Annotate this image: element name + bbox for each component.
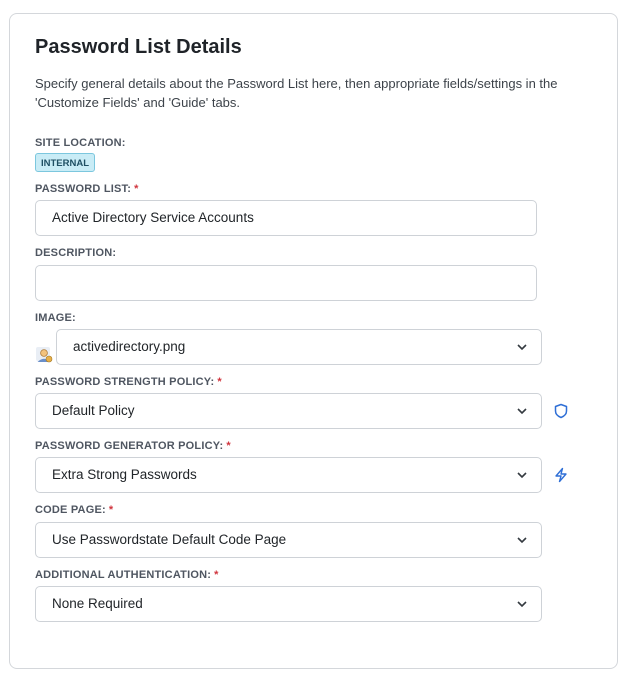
required-mark: * (108, 504, 114, 516)
password-list-input[interactable]: Active Directory Service Accounts (35, 200, 537, 236)
chevron-down-icon (517, 600, 527, 608)
password-list-label: PASSWORD LIST: * (35, 183, 139, 195)
code-page-select[interactable]: Use Passwordstate Default Code Page (35, 522, 542, 558)
user-avatar-icon (35, 346, 53, 364)
required-mark: * (134, 183, 139, 195)
required-mark: * (214, 569, 219, 581)
code-page-label: CODE PAGE: * (35, 504, 114, 516)
description-input[interactable] (35, 265, 537, 301)
chevron-down-icon (517, 407, 527, 415)
lightning-icon[interactable] (553, 467, 569, 483)
chevron-down-icon (517, 343, 527, 351)
password-list-details-card (9, 13, 618, 669)
additional-auth-label: ADDITIONAL AUTHENTICATION: * (35, 569, 219, 581)
additional-auth-select[interactable]: None Required (35, 586, 542, 622)
generator-policy-label: PASSWORD GENERATOR POLICY: * (35, 440, 231, 452)
chevron-down-icon (517, 536, 527, 544)
shield-icon[interactable] (553, 403, 569, 419)
site-location-badge: INTERNAL (35, 153, 95, 172)
generator-policy-select[interactable]: Extra Strong Passwords (35, 457, 542, 493)
required-mark: * (226, 440, 231, 452)
chevron-down-icon (517, 471, 527, 479)
image-select[interactable]: activedirectory.png (56, 329, 542, 365)
intro-text: Specify general details about the Password List here, then appropriate fields/settings in the 'Customize Fields' and 'Guide' tabs. (35, 76, 558, 110)
description-label: DESCRIPTION: (35, 247, 117, 259)
image-label: IMAGE: (35, 312, 76, 324)
strength-policy-select[interactable]: Default Policy (35, 393, 542, 429)
strength-policy-label: PASSWORD STRENGTH POLICY: * (35, 376, 222, 388)
required-mark: * (217, 376, 222, 388)
page-title: Password List Details (35, 36, 242, 58)
site-location-label: SITE LOCATION: (35, 137, 126, 149)
